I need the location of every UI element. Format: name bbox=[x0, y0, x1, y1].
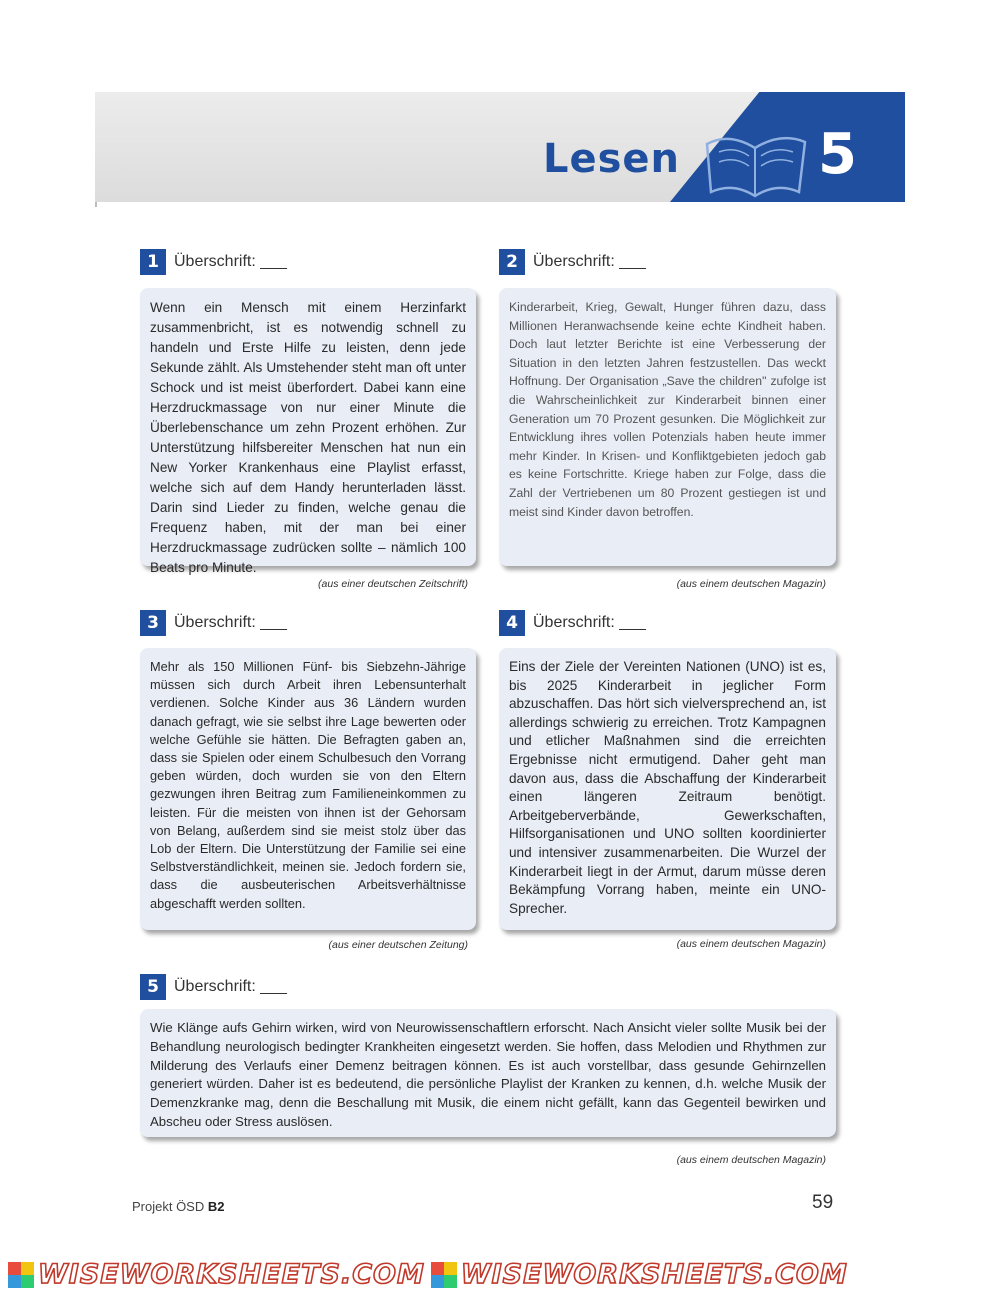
watermark-text: WISEWORKSHEETS.COM bbox=[38, 1259, 425, 1290]
book-title bbox=[132, 1199, 224, 1214]
task-2-source: (aus einem deutschen Magazin) bbox=[676, 578, 826, 590]
watermark-bar bbox=[0, 1258, 1000, 1291]
task-2-text-card bbox=[499, 288, 836, 566]
task-2-heading bbox=[499, 249, 646, 275]
task-1-heading bbox=[140, 249, 287, 275]
task-number-badge: 5 bbox=[140, 974, 166, 1000]
task-5-text-card bbox=[140, 1009, 836, 1137]
chapter-header bbox=[95, 92, 905, 202]
task-1-source: (aus einer deutschen Zeitschrift) bbox=[318, 578, 468, 590]
task-4-source: (aus einem deutschen Magazin) bbox=[676, 938, 826, 950]
task-5-text: Wie Klänge aufs Gehirn wirken, wird von Neurowissenschaftlern erforscht. Nach Ansicht vieler sollte Musik bei der Behandlung neurologisch bedingter Krankheiten eingesetzt werden. Sie hoffen, dass Melodien und Rhythmen zur Milderung des Verlaufs einer Demenz beitragen können. Es ist auch vorstellbar, dass gesunde Gehirnzellen generiert würden. Daher ist es bedeutend, die persönliche Playlist der Kranken zu kennen, d.h. welche Musik der Demenzkranke mag, denn die Beschallung mit Musik, die einem nicht gefällt, kann das Gegenteil bewirken und Abscheu oder Stress auslösen. bbox=[150, 1020, 826, 1129]
task-number-badge: 2 bbox=[499, 249, 525, 275]
task-2-text: Kinderarbeit, Krieg, Gewalt, Hunger führen dazu, dass Millionen Heranwachsende keine echte Kindheit haben. Doch laut letzter Berichte ist eine Verbesserung der Situation in den letzten Jahren festzustellen. Das weckt Hoffnung. Der Organisation „Save the children" zufolge ist die Wahrscheinlichkeit zur Kinderarbeit binnen einer Generation um 70 Prozent gesunken. Die Möglichkeit zur Entwicklung ihres vollen Potenzials haben heute immer mehr Kinder. In Krisen- und Konfliktgebieten jedoch gab es keine Fortschritte. Kriege haben zur Folge, dass die Zahl der Vertriebenen um 80 Prozent gestiegen ist und meist sind Kinder davon betroffen. bbox=[509, 300, 826, 519]
open-book-icon bbox=[699, 122, 811, 202]
task-4-text: Eins der Ziele der Vereinten Nationen (UNO) ist es, bis 2025 Kinderarbeit in jeglicher Form abzuschaffen. Das hört sich vielversprechend an, ist allerdings schwierig zu erreichen. Trotz Kampagnen und etlicher Maßnahmen sind die erreichten Ergebnisse nicht ermutigend. Daher geht man davon aus, dass die Abschaffung der Kinderarbeit einen längeren Zeitraum benötigt. Arbeitgeberverbände, Gewerkschaften, Hilfsorganisationen und UNO sollten koordinierter und intensiver zusammenarbeiten. Die Wurzel der Kinderarbeit liegt in der Armut, darum müsse deren Bekämpfung Vorrang haben, meinte ein UNO-Sprecher. bbox=[509, 659, 826, 916]
heading-label: Überschrift: ___ bbox=[533, 614, 646, 631]
task-number-badge: 3 bbox=[140, 610, 166, 636]
task-number-badge: 1 bbox=[140, 249, 166, 275]
book-level: B2 bbox=[207, 1199, 225, 1214]
task-4-text-card bbox=[499, 648, 836, 930]
task-3-source: (aus einer deutschen Zeitung) bbox=[328, 939, 468, 951]
watermark-item bbox=[8, 1259, 425, 1290]
task-number-badge: 4 bbox=[499, 610, 525, 636]
heading-label: Überschrift: ___ bbox=[174, 614, 287, 631]
task-3-heading bbox=[140, 610, 287, 636]
task-5-heading bbox=[140, 974, 287, 1000]
watermark-logo-icon bbox=[8, 1262, 34, 1288]
heading-label: Überschrift: ___ bbox=[533, 253, 646, 270]
watermark-text: WISEWORKSHEETS.COM bbox=[460, 1259, 848, 1290]
task-5-source: (aus einem deutschen Magazin) bbox=[676, 1154, 826, 1166]
task-1-text: Wenn ein Mensch mit einem Herzinfarkt zusammenbricht, ist es notwendig schnell zu handeln und Erste Hilfe zu leisten, denn jede Sekunde zählt. Als Umstehender steht man oft unter Schock und ist meist überfordert. Dabei kann eine Herzdruckmassage von nur einer Minute die Überlebenschance um zehn Prozent erhöhen. Zur Unterstützung hilfsbereiter Menschen hat nun ein New Yorker Krankenhaus eine Playlist erfasst, welche sich auf dem Handy herunterladen lässt. Darin sind Lieder zu finden, welche genau die Frequenz haben, mit der man bei einer Herzdruckmassage zudrücken sollte – nämlich 100 Beats pro Minute. bbox=[150, 300, 466, 575]
watermark-item bbox=[431, 1259, 848, 1290]
task-4-heading bbox=[499, 610, 646, 636]
task-3-text: Mehr als 150 Millionen Fünf- bis Siebzehn-Jährige müssen sich durch Arbeit ihren Lebensunterhalt verdienen. Solche Kinder aus 36 Ländern wurden danach gefragt, wie sie selbst ihre Lage bewerten oder welche Gefühle sie hätten. Die Befragten gaben an, dass sie Spielen oder einem Schulbesuch den Vorrang geben würden, doch wurden sie von den Eltern gezwungen ihren Beitrag zum Familieneinkommen zu leisten. Für die meisten von ihnen ist der Gehorsam von Belang, außerdem sind sie meist stolz über das Lob der Eltern. Die Unterstützung der Familie sei eine Selbstverständlichkeit, meinen sie. Jedoch fordern sie, dass die ausbeuterischen Arbeitsverhältnisse abgeschafft werden sollten. bbox=[150, 659, 466, 911]
book-title-prefix: Projekt ÖSD bbox=[132, 1199, 208, 1214]
task-3-text-card bbox=[140, 648, 476, 930]
heading-label: Überschrift: ___ bbox=[174, 978, 287, 995]
page-number: 59 bbox=[812, 1192, 834, 1213]
page-title: Lesen bbox=[543, 136, 681, 182]
chapter-number: 5 bbox=[818, 122, 857, 187]
watermark-logo-icon bbox=[431, 1262, 457, 1288]
heading-label: Überschrift: ___ bbox=[174, 253, 287, 270]
task-1-text-card bbox=[140, 288, 476, 575]
